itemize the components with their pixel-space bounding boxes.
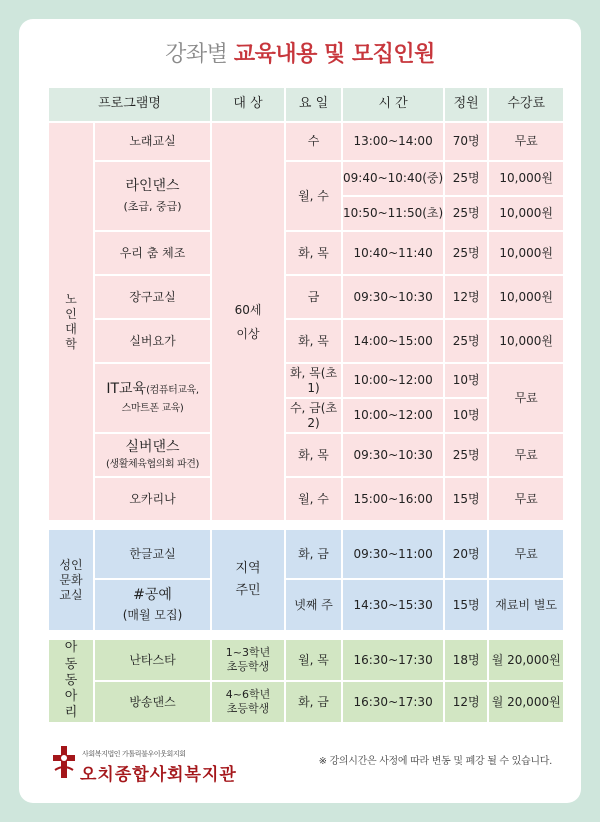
time-cell: 09:30~10:30 [343,434,443,476]
header-time: 시 간 [343,88,443,121]
cross-emblem-icon [50,744,78,780]
fee-cell: 무료 [489,530,563,578]
fee-cell: 월 20,000원 [489,640,563,680]
day-cell: 수, 금(초2) [286,399,341,432]
capacity-cell: 15명 [445,580,487,630]
title-highlight: 교육내용 및 모집인원 [233,42,435,67]
program-name: IT교육(컴퓨터교육, 스마트폰 교육) [95,364,210,432]
capacity-cell: 25명 [445,232,487,274]
program-name: 장구교실 [95,276,210,318]
target-cell: 4~6학년 초등학생 [212,682,284,722]
capacity-cell: 12명 [445,682,487,722]
fee-cell: 10,000원 [489,276,563,318]
program-name: 난타스타 [95,640,210,680]
group-senior: 노 인 대 학 [49,123,93,520]
table-row [49,434,563,476]
fee-cell: 월 20,000원 [489,682,563,722]
day-cell: 화, 목(초1) [286,364,341,397]
logo-name: 오치종합사회복지관 [80,765,237,785]
page-title [0,37,600,68]
program-name: 한글교실 [95,530,210,578]
time-cell: 10:00~12:00 [343,399,443,432]
target-senior: 60세 이상 [212,123,284,520]
capacity-cell: 25명 [445,162,487,195]
time-cell: 15:00~16:00 [343,478,443,520]
fee-cell: 무료 [489,478,563,520]
time-cell: 09:30~10:30 [343,276,443,318]
day-cell: 화, 목 [286,320,341,362]
organization-logo [50,740,240,786]
day-cell: 월, 수 [286,162,341,230]
table-row [49,162,563,195]
time-cell: 10:50~11:50(초) [343,197,443,230]
day-cell: 금 [286,276,341,318]
header-day: 요 일 [286,88,341,121]
day-cell: 화, 목 [286,434,341,476]
table-header-row [49,88,563,121]
capacity-cell: 25명 [445,197,487,230]
table-row [49,580,563,630]
capacity-cell: 20명 [445,530,487,578]
header-fee: 수강료 [489,88,563,121]
table-row [49,276,563,318]
program-name: #공예 (매월 모집) [95,580,210,630]
group-child: 아 동 동 아 리 [49,640,93,722]
time-cell: 09:40~10:40(중) [343,162,443,195]
time-cell: 09:30~11:00 [343,530,443,578]
group-adult: 성인 문화 교실 [49,530,93,630]
table-row [49,320,563,362]
time-cell: 16:30~17:30 [343,682,443,722]
fee-cell: 무료 [489,434,563,476]
program-name: 실버댄스 (생활체육협의회 파견) [95,434,210,476]
day-cell: 월, 수 [286,478,341,520]
time-cell: 14:30~15:30 [343,580,443,630]
capacity-cell: 15명 [445,478,487,520]
capacity-cell: 12명 [445,276,487,318]
time-cell: 10:40~11:40 [343,232,443,274]
fee-cell: 무료 [489,123,563,160]
day-cell: 월, 목 [286,640,341,680]
time-cell: 16:30~17:30 [343,640,443,680]
day-cell: 화, 목 [286,232,341,274]
program-name: 우리 춤 체조 [95,232,210,274]
table-row [49,530,563,578]
title-prefix: 강좌별 [165,42,228,67]
capacity-cell: 18명 [445,640,487,680]
fee-cell: 10,000원 [489,197,563,230]
table-row [49,682,563,722]
program-name: 방송댄스 [95,682,210,722]
capacity-cell: 25명 [445,434,487,476]
day-cell: 화, 금 [286,682,341,722]
table-row [49,364,563,397]
fee-cell: 10,000원 [489,320,563,362]
day-cell: 넷째 주 [286,580,341,630]
capacity-cell: 70명 [445,123,487,160]
table-row [49,640,563,680]
time-cell: 10:00~12:00 [343,364,443,397]
day-cell: 화, 금 [286,530,341,578]
program-name: 노래교실 [95,123,210,160]
header-program: 프로그램명 [49,88,210,121]
table-row [49,123,563,160]
program-name: 실버요가 [95,320,210,362]
target-adult: 지역 주민 [212,530,284,630]
schedule-table [47,86,565,724]
table-row [49,232,563,274]
footnote: ※ 강의시간은 사정에 따라 변동 및 폐강 될 수 있습니다. [318,756,552,767]
header-target: 대 상 [212,88,284,121]
group-spacer [49,522,563,528]
fee-cell: 재료비 별도 [489,580,563,630]
day-cell: 수 [286,123,341,160]
table-row [49,478,563,520]
group-spacer [49,632,563,638]
capacity-cell: 10명 [445,399,487,432]
program-name: 라인댄스 (초급, 중급) [95,162,210,230]
program-name: 오카리나 [95,478,210,520]
capacity-cell: 10명 [445,364,487,397]
fee-cell: 무료 [489,364,563,432]
fee-cell: 10,000원 [489,232,563,274]
logo-subtitle: 사회복지법인 가톨릭불우이웃회지회 [82,750,186,758]
target-cell: 1~3학년 초등학생 [212,640,284,680]
time-cell: 13:00~14:00 [343,123,443,160]
fee-cell: 10,000원 [489,162,563,195]
header-capacity: 정원 [445,88,487,121]
time-cell: 14:00~15:00 [343,320,443,362]
capacity-cell: 25명 [445,320,487,362]
